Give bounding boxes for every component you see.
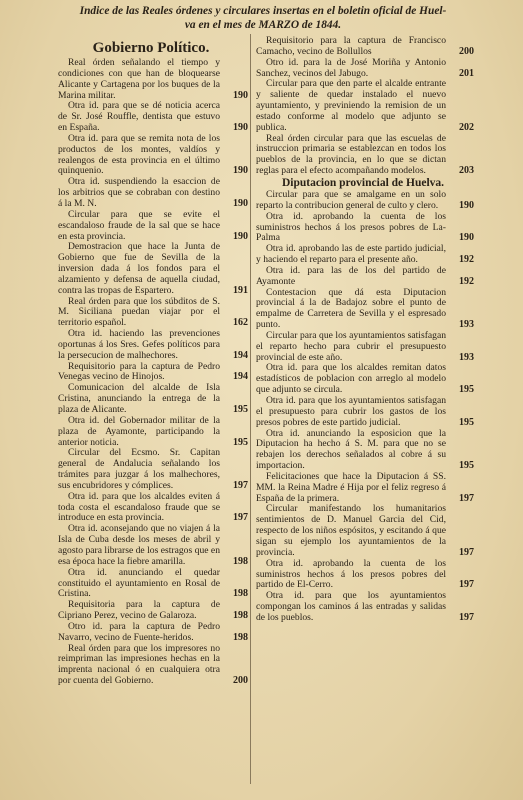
index-entry (58, 642, 248, 687)
index-entry (256, 243, 474, 266)
index-entry (256, 264, 474, 288)
index-entry (58, 241, 248, 296)
index-entry (256, 132, 474, 177)
entry-text: Circular para que den parte el alcalde entrante y saliente de quedar instalado el nuevo ayuntamiento, y previniendo la remision de un estado conforme al modelo que adjunto se publica. (256, 78, 446, 133)
entry-page-number: 195 (459, 384, 474, 396)
index-entry (58, 382, 248, 416)
entry-page-number: 201 (459, 67, 474, 79)
entry-page-number: 195 (459, 416, 474, 428)
right-entry-list-a (256, 35, 474, 177)
entry-page-number: 195 (459, 460, 474, 472)
entry-text: Requisitorio para la captura de Pedro Venegas vecino de Hinojos. (58, 360, 220, 383)
entry-text: Otra id. para que se dé noticia acerca de Sr. José Rouffle, dentista que estuvo en España. (58, 100, 220, 134)
entry-page-number: 193 (459, 319, 474, 331)
index-entry (256, 78, 474, 133)
index-entry (58, 295, 248, 330)
entry-page-number: 197 (233, 512, 248, 524)
index-entry (256, 470, 474, 505)
index-entry (58, 208, 248, 243)
index-entry (256, 188, 474, 212)
index-entry (256, 362, 474, 396)
entry-text: Otra id. del Gobernador militar de la plaza de Ayamonte, participando la anterior noticia. (58, 414, 220, 448)
index-entry (256, 35, 474, 58)
entry-text: Otra id. suspendiendo la esaccion de los arbitrios que se cobraban con destino á la M. N. (58, 176, 220, 209)
entry-page-number: 198 (233, 555, 248, 567)
entry-text: Circular para que se amalgame en un solo reparto la contribucion general de culto y clero. (256, 188, 446, 211)
entry-page-number: 195 (233, 404, 248, 415)
entry-text: Circular del Ecsmo. Sr. Capitan general de Andalucia señalando los trámites para juzgar á los malhechores, sus encubridores y cómplices. (58, 447, 220, 491)
entry-text: Otra id. para que los ayuntamientos satisfagan el presupuesto para cubrir los gastos de los presos pobres de este partido judicial. (256, 395, 446, 428)
right-entry-list-b (256, 188, 474, 624)
entry-page-number: 198 (233, 631, 248, 643)
document-header (20, 4, 506, 32)
left-entry-list (58, 57, 248, 687)
index-entry (256, 329, 474, 364)
entry-text: Requisitorio para la captura de Francisco Camacho, vecino de Bollullos (256, 35, 446, 57)
index-entry (58, 132, 248, 177)
entry-text: Otra id. para que los alcaldes remitan datos estadísticos de poblacion con arreglo al modelo que adjunto se circula. (256, 362, 446, 396)
index-entry (256, 56, 474, 80)
entry-text: Otro id. para la de José Moriña y Antonio Sanchez, vecinos del Jabugo. (256, 56, 446, 79)
entry-text: Demostracion que hace la Junta de Gobierno que fue de Sevilla de la inversion dada á los fondos para el alzamiento y defensa de aquella ciudad, contra las tropas de Espartero. (58, 241, 220, 296)
entry-page-number: 190 (233, 165, 248, 177)
index-entry (58, 414, 248, 449)
index-entry (58, 176, 248, 210)
index-entry (58, 100, 248, 134)
entry-page-number: 203 (459, 165, 474, 177)
entry-text: Otra id. aprobando la cuenta de los suministros hechos á los presos pobres de La-Palma (256, 210, 446, 244)
right-column (256, 35, 474, 624)
entry-text: Otra id. para que se remita nota de los productos de los montes, valdíos y realengos de esta provincia en el último quinquenio. (58, 132, 220, 177)
index-entry (256, 557, 474, 592)
entry-page-number: 197 (459, 611, 474, 623)
entry-page-number: 190 (459, 232, 474, 244)
entry-page-number: 202 (459, 121, 474, 133)
entry-text: Otra id. para las de los del partido de Ayamonte (256, 264, 446, 287)
entry-page-number: 198 (233, 610, 248, 622)
entry-text: Otro id. para la captura de Pedro Navarro, vecino de Fuente-heridos. (58, 620, 220, 643)
header-line-2: va en el mes de MARZO de 1844. (184, 19, 342, 31)
entry-page-number: 190 (459, 199, 474, 211)
index-entry (58, 57, 248, 101)
entry-page-number: 162 (233, 317, 248, 329)
index-entry (58, 620, 248, 644)
entry-page-number: 192 (459, 254, 474, 266)
entry-page-number: 193 (459, 351, 474, 363)
header-line-1: Indice de las Reales órdenes y circulares insertas en el boletin oficial de Huel- (79, 5, 447, 17)
entry-text: Real órden para que los impresores no reimpriman las impresiones hechas en la imprenta nacional ó en cualquiera otra por cuenta del Gobierno. (58, 642, 220, 687)
section-title-gobierno: Gobierno Político. (92, 40, 210, 56)
entry-text: Otra id. anunciando la esposicion que la Diputacion ha hecho á S. M. para que no se rebajen los derechos señalados al cobre á su importacion. (256, 427, 446, 472)
entry-page-number: 190 (233, 197, 248, 209)
entry-text: Real órden circular para que las escuelas de instruccion primaria se establezcan en todos los pueblos de la provincia, en lo que se dictan reglas para el efecto acompañando modelos. (256, 132, 446, 177)
index-entry (256, 503, 474, 558)
index-entry (58, 360, 248, 384)
entry-page-number: 197 (459, 579, 474, 591)
index-entry (256, 590, 474, 624)
entry-text: Real órden para que los súbditos de S. M. Siciliana puedan viajar por el territorio español. (58, 295, 220, 329)
entry-page-number: 194 (233, 349, 248, 361)
index-entry (58, 566, 248, 601)
index-entry (58, 599, 248, 622)
entry-text: Circular manifestando los humanitarios sentimientos de D. Manuel Garcia del Cid, respecto de los niños espósitos, y escitando á que sigan su ejemplo los ayuntamientos de la provincia. (256, 503, 446, 558)
entry-text: Otra id. anunciando el quedar constituido el ayuntamiento en Rosal de Cristina. (58, 566, 220, 600)
entry-page-number: 195 (233, 436, 248, 448)
entry-page-number: 197 (459, 546, 474, 558)
entry-text: Otra id. aprobando las de este partido judicial, y haciendo el reparto para el presente año. (256, 243, 446, 266)
section-title-diputacion: Diputacion provincial de Huelva. (281, 176, 445, 189)
index-entry (58, 523, 248, 567)
entry-text: Otra id. para que los alcaldes eviten á toda costa el escandaloso fraude que se introduce en esta provincia. (58, 490, 220, 524)
entry-text: Circular para que los ayuntamientos satisfagan el reparto hecho para cubrir el presupuesto provincial de este año. (256, 329, 446, 363)
entry-page-number: 194 (233, 371, 248, 383)
index-entry (256, 210, 474, 245)
entry-text: Requisitoria para la captura de Cipriano Perez, vecino de Galaroza. (58, 599, 220, 622)
entry-page-number: 200 (459, 45, 474, 57)
index-entry (58, 490, 248, 525)
entry-page-number: 197 (459, 492, 474, 504)
index-entry (256, 427, 474, 472)
entry-text: Comunicacion del alcalde de Isla Cristina, anunciando la entrega de la plaza de Alicante. (58, 382, 220, 415)
entry-text: Otra id. para que los ayuntamientos compongan los caminos á las entradas y salidas de los pueblos. (256, 590, 446, 623)
entry-page-number: 197 (233, 479, 248, 491)
entry-page-number: 200 (233, 675, 248, 687)
entry-text: Otra id. aconsejando que no viajen á la Isla de Cuba desde los meses de abril y agosto para librarse de los estragos que en esa época hace la fiebre amarilla. (58, 523, 220, 567)
index-entry (256, 286, 474, 331)
entry-text: Real órden señalando el tiempo y condiciones con que han de bloquearse Alicante y Cartagena por los buques de la Marina militar. (58, 57, 220, 101)
column-divider (250, 34, 251, 784)
entry-text: Otra id. haciendo las prevenciones oportunas á los Sres. Gefes políticos para la persecucion de malhechores. (58, 328, 220, 361)
entry-page-number: 192 (459, 275, 474, 287)
index-entry (58, 447, 248, 491)
entry-page-number: 190 (233, 122, 248, 134)
index-entry (58, 328, 248, 362)
entry-text: Circular para que se evite el escandaloso fraude de la sal que se hace en esta provincia. (58, 208, 220, 242)
entry-text: Otra id. aprobando la cuenta de los suministros hechos á los presos pobres del partido de El-Cerro. (256, 557, 446, 591)
entry-text: Felicitaciones que hace la Diputacion á SS. MM. la Reina Madre é Hija por el feliz regreso á España de la primera. (256, 470, 446, 504)
left-column (58, 36, 248, 687)
entry-page-number: 198 (233, 588, 248, 600)
index-entry (256, 395, 474, 429)
entry-page-number: 191 (233, 284, 248, 296)
entry-page-number: 190 (233, 89, 248, 101)
entry-page-number: 190 (233, 230, 248, 242)
entry-text: Contestacion que dá esta Diputacion provincial á la de Badajoz sobre el punto de empalme de Carretera de Sevilla y el espresado punto. (256, 286, 446, 331)
